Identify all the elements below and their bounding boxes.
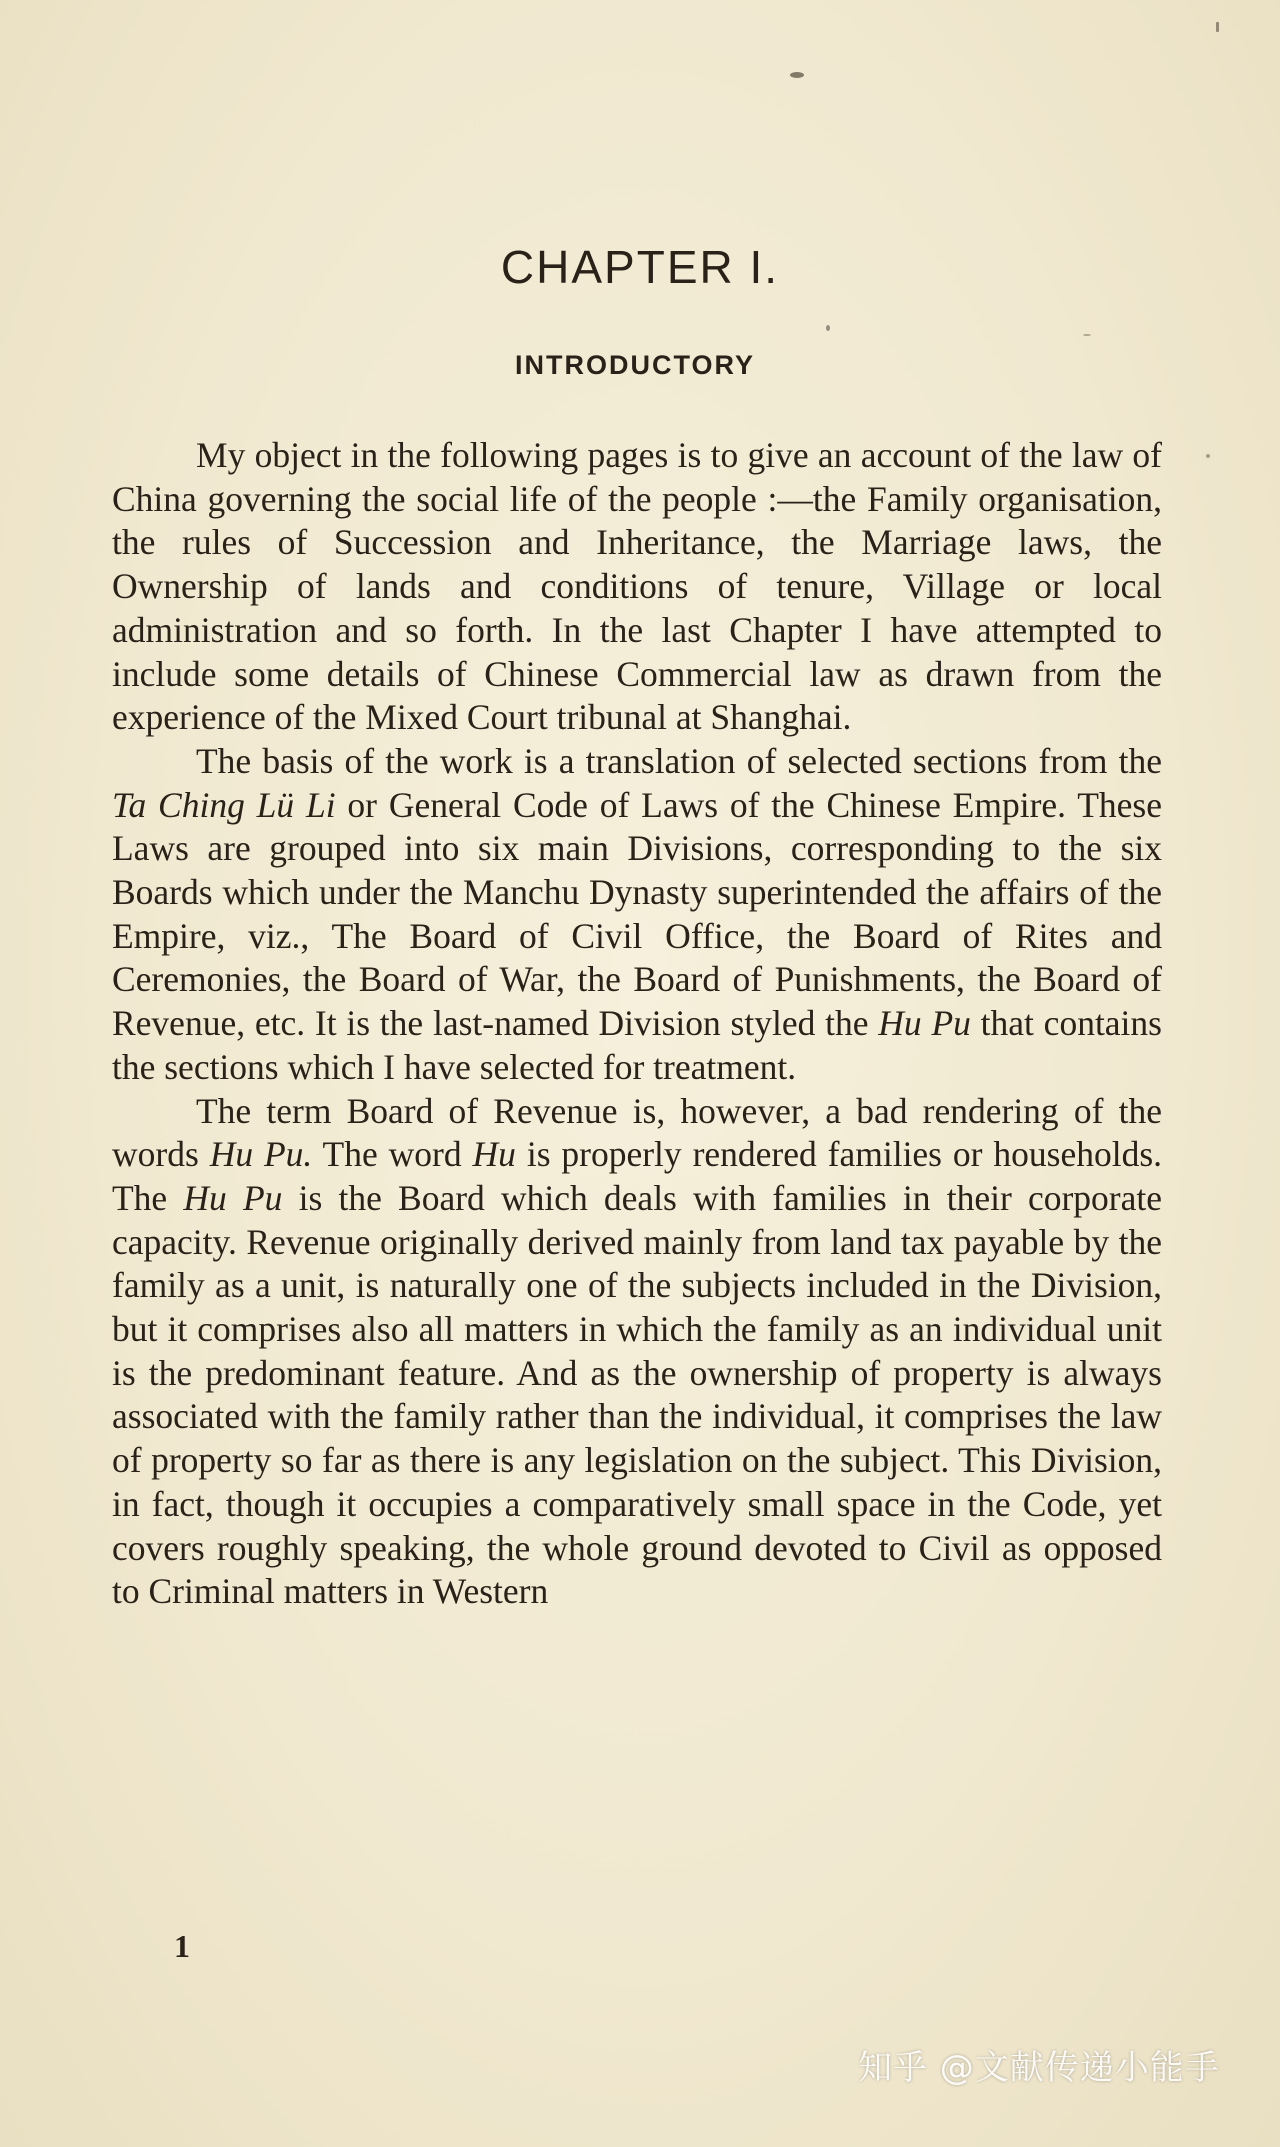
- paragraph: [112, 1090, 1162, 1614]
- text-run: The term Board of Revenue is, however, a bad rendering of the words: [112, 1090, 1162, 1175]
- italic-term: Hu Pu: [878, 1003, 971, 1044]
- italic-term: Hu Pu.: [209, 1134, 313, 1175]
- paragraph: [112, 434, 1162, 740]
- scan-speck: [826, 325, 830, 331]
- scan-speck: [1206, 454, 1210, 458]
- text-run: is properly rendered families or households. The: [112, 1134, 1163, 1218]
- scan-speck: [1083, 334, 1091, 336]
- text-run: or General Code of Laws of the Chinese Empire. These Laws are grouped into six main Divisions, corresponding to the six Boards which under the Manchu Dynasty superintended the affairs of the Empire, viz., The Board of Civil Office, the Board of Rites and Ceremonies, the Board of War, the Board of Punishments, the Board of Revenue, etc. It is the last-named Division styled the: [112, 784, 1162, 1044]
- text-run: that contains the sections which I have selected for treatment.: [112, 1003, 1162, 1087]
- watermark-text: 知乎 @文献传递小能手: [858, 2048, 1220, 2088]
- scan-speck: [790, 72, 804, 78]
- italic-term: Hu Pu: [183, 1177, 283, 1218]
- scan-speck: [1216, 22, 1219, 32]
- italic-term: Ta Ching Lü Li: [112, 784, 336, 825]
- italic-term: Hu: [472, 1134, 516, 1175]
- text-run: The word: [312, 1134, 473, 1175]
- chapter-title: CHAPTER I.: [500, 241, 780, 293]
- chapter-body: [112, 434, 1162, 1614]
- text-run: My object in the following pages is to give an account of the law of China governing the social life of the people :—the Family organisation, the rules of Succession and Inheritance, the Marriage laws, the Ownership of lands and conditions of tenure, Village or local administration and so forth. In the last Chapter I have attempted to include some details of Chinese Commercial law as drawn from the experience of the Mixed Court tribunal at Shanghai.: [112, 435, 1162, 738]
- chapter-subtitle: INTRODUCTORY: [515, 350, 755, 380]
- text-run: is the Board which deals with families in their corporate capacity. Revenue originally derived mainly from land tax payable by the family as a unit, is naturally one of the subjects included in the Division, but it comprises also all matters in which the family as an individual unit is the predominant feature. And as the ownership of property is always associated with the family rather than the individual, it comprises the law of property so far as there is any legislation on the subject. This Division, in fact, though it occupies a comparatively small space in the Code, yet covers roughly speaking, the whole ground devoted to Civil as opposed to Criminal matters in Western: [112, 1177, 1162, 1612]
- text-run: The basis of the work is a translation of selected sections from the: [196, 740, 1162, 781]
- paragraph: [112, 740, 1162, 1090]
- page-number: 1: [174, 1928, 190, 1964]
